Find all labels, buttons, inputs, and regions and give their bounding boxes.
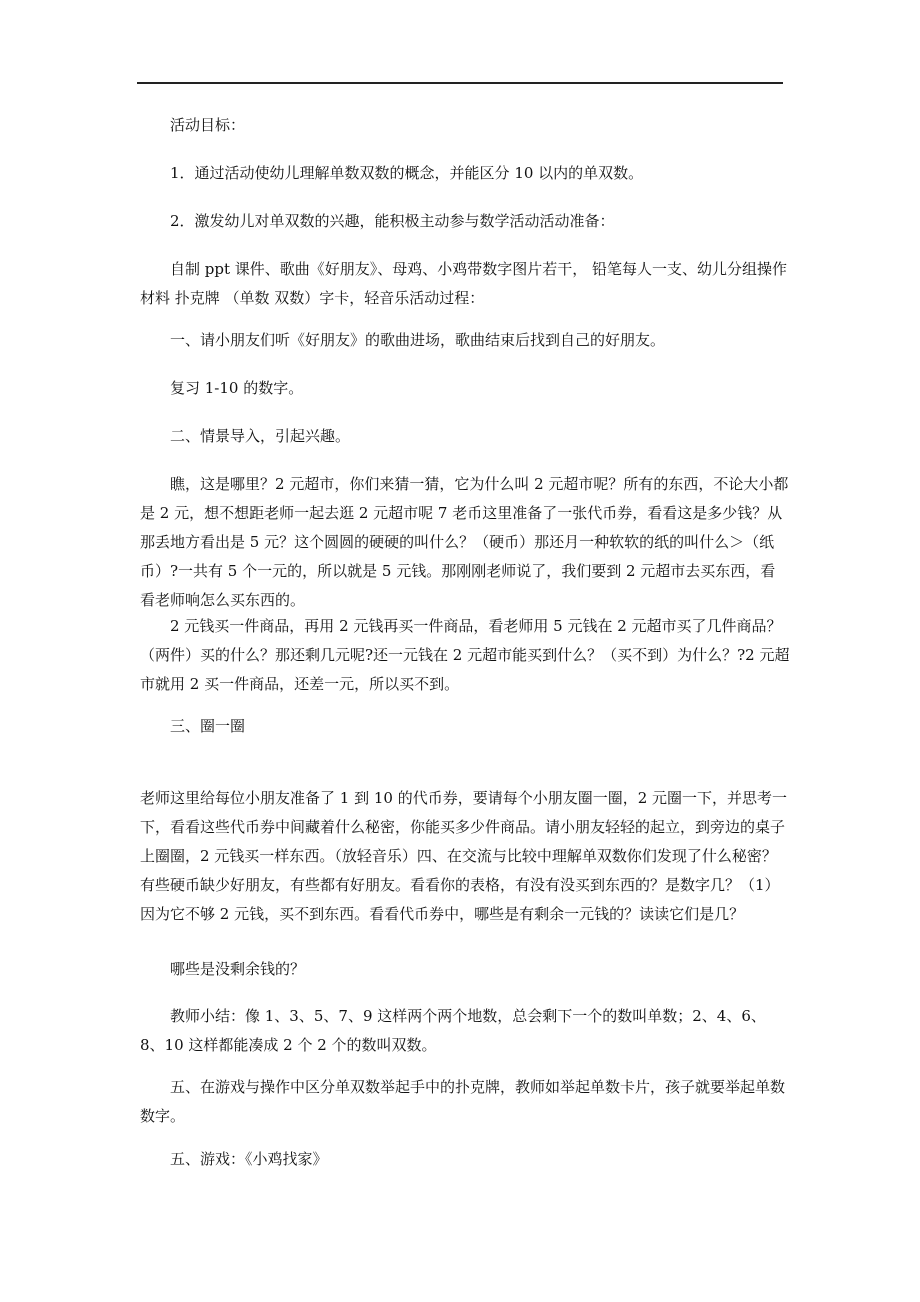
review-paragraph: 复习 1-10 的数字。	[170, 379, 304, 397]
teacher-summary-paragraph: 教师小结：像 1、3、5、7、9 这样两个两个地数，总会剩下一个的数叫单数；2、4、6、8、10 这样都能凑成 2 个 2 个的数叫双数。	[140, 1007, 766, 1054]
purchase-paragraph: 2 元钱买一件商品，再用 2 元钱再买一件商品，看老师用 5 元钱在 2 元超市买了几件商品？（两件）买的什么？那还剩几元呢?还一元钱在 2 元超市能买到什么？（买不到）为什么？?2 元超市就用 2 买一件商品，还差一元，所以买不到。	[140, 617, 790, 693]
step-3-heading: 三、圈一圈	[170, 717, 246, 735]
header-rule	[137, 82, 783, 84]
game-heading: 五、游戏：《小鸡找家》	[170, 1150, 328, 1168]
goal-item-2: 2．激发幼儿对单双数的兴趣，能积极主动参与数学活动活动准备：	[170, 212, 615, 230]
circle-activity-paragraph: 老师这里给每位小朋友准备了 1 到 10 的代币券，要请每个小朋友圈一圈，2 元圈一下，并思考一下，看看这些代币券中间藏着什么秘密，你能买多少件商品。请小朋友轻轻的起立，到旁边的桌子上圈圈，2 元钱买一样东西。（放轻音乐）四、在交流与比较中理解单双数你们发现了什么秘密？有些硬币缺少好朋友，有些都有好朋友。看看你的表格，有没有没买到东西的？是数字几？（1）因为它不够 2 元钱，买不到东西。看看代币券中，哪些是有剩余一元钱的？读读它们是几？	[140, 789, 788, 923]
step-1-paragraph: 一、请小朋友们听《好朋友》的歌曲进场，歌曲结束后找到自己的好朋友。	[170, 331, 666, 349]
goal-item-1: 1．通过活动使幼儿理解单数双数的概念，并能区分 10 以内的单双数。	[170, 164, 644, 182]
question-paragraph: 哪些是没剩余钱的？	[170, 960, 306, 978]
section-heading-goals: 活动目标：	[170, 116, 246, 134]
step-5-paragraph: 五、在游戏与操作中区分单双数举起手中的扑克牌，教师如举起单数卡片，孩子就要举起单数数字。	[140, 1078, 786, 1125]
step-2-heading: 二、情景导入，引起兴趣。	[170, 427, 351, 445]
preparation-paragraph: 自制 ppt 课件、歌曲《好朋友》、母鸡、小鸡带数字图片若干， 铅笔每人一支、幼儿分组操作材料 扑克牌 （单数 双数）字卡，轻音乐活动过程：	[140, 260, 788, 307]
scenario-paragraph: 瞧，这是哪里？2 元超市，你们来猜一猜，它为什么叫 2 元超市呢？所有的东西，不论大小都是 2 元，想不想距老师一起去逛 2 元超市呢 7 老币这里准备了一张代币券，看看这是多少钱？从那丢地方看出是 5 元？这个圆圆的硬硬的叫什么？（硬币）那还月一种软软的纸的叫什么＞（纸币）?一共有 5 个一元的，所以就是 5 元钱。那刚刚老师说了，我们要到 2 元超市去买东西，看看老师响怎么买东西的。	[140, 475, 789, 609]
